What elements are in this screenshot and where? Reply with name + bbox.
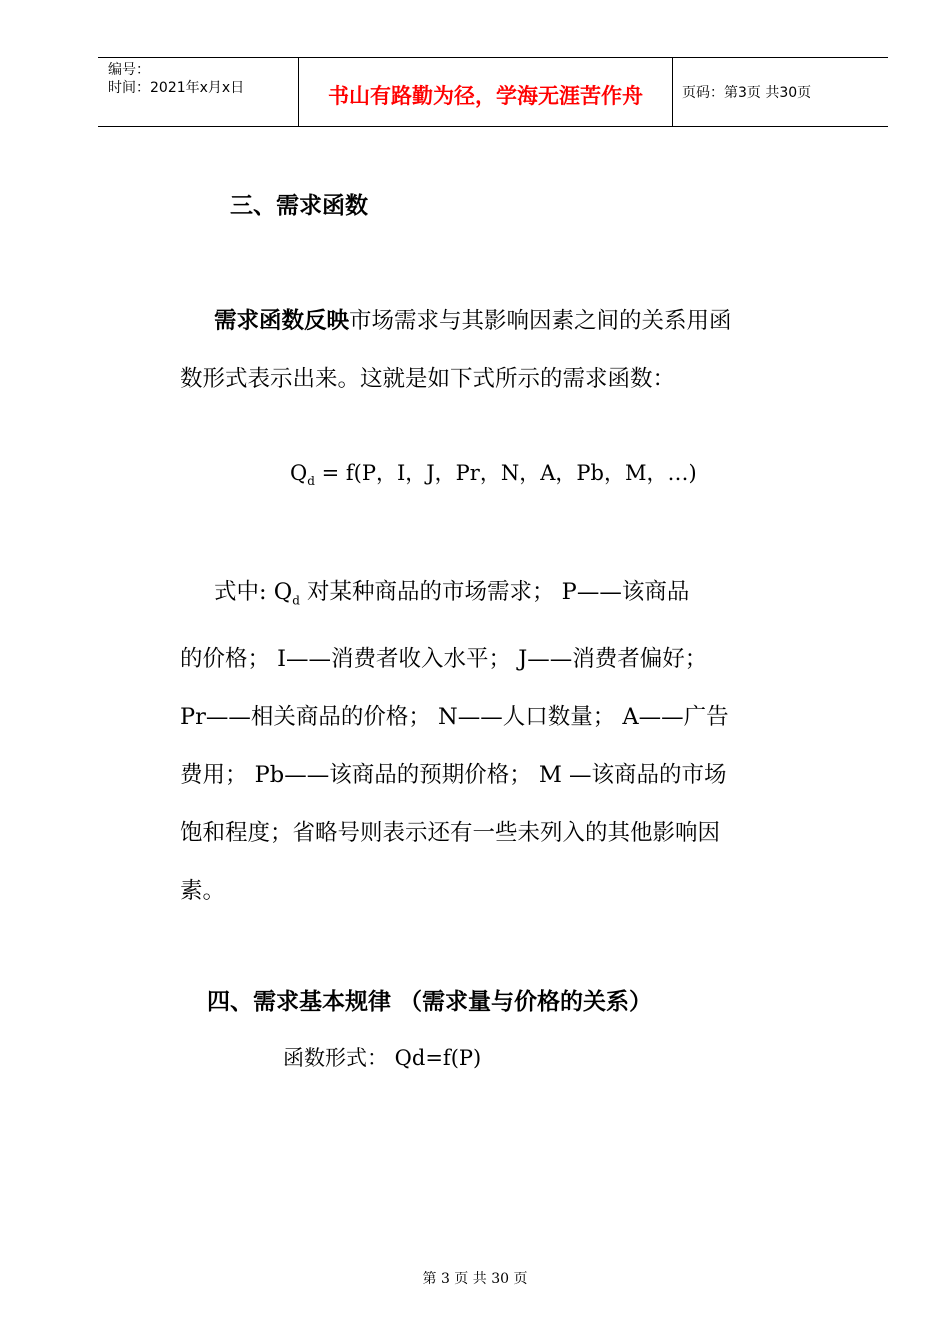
definition-line-1-rest: 对某种商品的市场需求； P——该商品 <box>299 579 690 605</box>
intro-line-1-rest: 市场需求与其影响因素之间的关系用函 <box>349 308 732 334</box>
definition-line-2: 的价格； I——消费者收入水平； J——消费者偏好； <box>180 645 708 672</box>
demand-function-formula <box>290 457 697 488</box>
header-motto: 书山有路勤为径，学海无涯苦作舟 <box>328 84 643 108</box>
document-header <box>98 57 888 127</box>
definition-prefix: 式中: Q <box>214 579 293 605</box>
definition-subscript: d <box>292 593 300 608</box>
intro-line-2: 数形式表示出来。这就是如下式所示的需求函数： <box>180 366 676 392</box>
code-label: 编号： <box>108 62 150 78</box>
formula-subscript: d <box>307 474 315 489</box>
formula-q: Q <box>290 461 308 485</box>
intro-paragraph <box>180 292 810 408</box>
header-right-cell <box>672 58 888 126</box>
header-page-info: 页码：第3页 共30页 <box>682 85 812 101</box>
definition-line-3: Pr——相关商品的价格； N——人口数量； A——广告 <box>180 703 729 730</box>
time-label: 时间：2021年x月x日 <box>108 80 245 96</box>
intro-bold-term: 需求函数反映 <box>214 308 350 334</box>
function-form-line: 函数形式： Qd=f(P) <box>283 1046 482 1070</box>
definition-line-6: 素。 <box>180 877 226 904</box>
definition-line-1 <box>180 563 810 630</box>
section-3-title: 三、需求函数 <box>230 193 368 219</box>
intro-line-1 <box>180 292 810 350</box>
definition-line-5: 饱和程度；省略号则表示还有一些未列入的其他影响因 <box>180 819 721 846</box>
page-footer: 第 3 页 共 30 页 <box>422 1271 528 1287</box>
formula-rest: = f(P，I，J，Pr，N，A，Pb，M，…) <box>314 461 697 485</box>
section-4-title: 四、需求基本规律 （需求量与价格的关系） <box>207 989 653 1015</box>
header-middle-cell <box>298 58 673 126</box>
definition-line-4: 费用； Pb——该商品的预期价格； M —该商品的市场 <box>180 761 727 788</box>
header-left-cell <box>98 58 298 126</box>
definition-paragraph <box>180 563 810 920</box>
